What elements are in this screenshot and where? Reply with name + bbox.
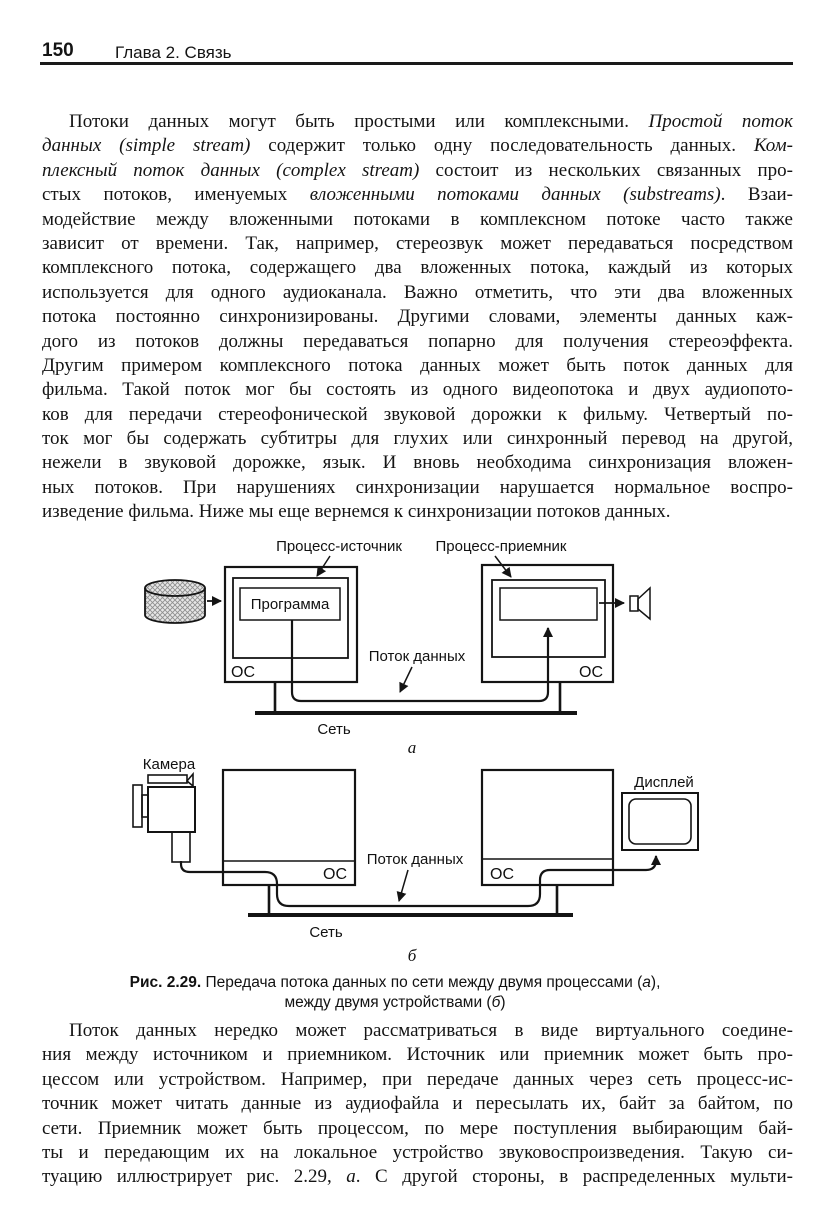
text-line: Поток данных нередко может рассматриваться в виде виртуального соедине- (69, 1020, 793, 1041)
camera-label: Камера (142, 756, 196, 773)
text-line: дого из потоков должны передаваться попарно для получения стереоэффекта. (42, 330, 793, 352)
diagram-a-sublabel: а (407, 738, 417, 757)
sink-process-callout-arrow (495, 556, 511, 577)
source-inner-box (233, 578, 348, 658)
header-rule (40, 62, 793, 65)
text-line: цессом или устройством. Например, при передаче данных через сеть процесс-ис- (42, 1068, 793, 1090)
text-line: ния между источником и приемником. Источник или приемник может быть про- (42, 1044, 793, 1066)
source-process-label: Процесс-источник (276, 538, 402, 555)
network-label-b: Сеть (309, 924, 343, 941)
text-line: нежели в звуковой дорожке, язык. И вновь необходима синхронизация вложен- (42, 452, 793, 474)
text-line: ков для передачи стереофонической звуковой дорожки к фильму. Четвертый по- (42, 403, 793, 425)
text-line: данных (simple stream) содержит только одну последовательность данных. Ком- (42, 135, 794, 157)
text-line: ных потоков. При нарушениях синхронизации нарушается нормальное воспро- (42, 476, 793, 498)
text-line: комплексного потока, содержащего два вложенных потока, каждый из которых (42, 257, 793, 279)
speaker-icon (630, 588, 650, 619)
disk-cylinder-icon (145, 580, 205, 623)
text-line: модействие между вложенными потоками в комплексном потоке часто также (42, 208, 793, 230)
data-stream-label-a: Поток данных (368, 648, 466, 665)
sink-process-box (500, 588, 597, 620)
diagram-b-sublabel: б (407, 946, 417, 965)
data-stream-callout-arrow-b (399, 870, 408, 901)
os-label-a-left: ОС (231, 664, 255, 681)
camera-icon (133, 774, 195, 862)
display-icon (622, 793, 698, 850)
figure-caption-line-2: между двумя устройствами (б) (284, 993, 506, 1011)
text-line: Потоки данных могут быть простыми или комплексными. Простой поток (69, 111, 794, 132)
os-label-a-right: ОС (579, 664, 603, 681)
data-stream-label-b: Поток данных (366, 851, 464, 868)
text-line: изведение фильма. Ниже мы еще вернемся к синхронизации потоков данных. (42, 501, 671, 523)
figure-caption-line-1: Рис. 2.29. Передача потока данных по сети между двумя процессами (а), (129, 974, 661, 991)
text-line: используется для одного аудиоканала. Важно отметить, что эти два вложенных (42, 281, 793, 303)
figure-2-29 (0, 532, 833, 972)
text-line: ты и передающим их на локальное устройство звуковоспроизведения. Такую си- (42, 1141, 793, 1163)
sink-process-label: Процесс-приемник (435, 538, 567, 555)
text-line: ток мог бы содержать субтитры для глухих или синхронный перевод на другой, (42, 428, 793, 450)
text-line: сети. Приемник может быть процессом, по мере поступления выбирающим бай- (42, 1117, 793, 1139)
diagram-b (133, 756, 698, 965)
paragraph-1 (42, 110, 793, 525)
paragraph-2 (42, 1019, 793, 1190)
chapter-title: Глава 2. Связь (115, 43, 232, 62)
data-stream-callout-arrow-a (400, 667, 412, 692)
network-label-a: Сеть (317, 721, 351, 738)
os-label-b-right: ОС (490, 866, 514, 883)
text-line: точник может читать данные из аудиофайла и пересылать их, байт за байтом, по (42, 1093, 793, 1115)
text-line: потока постоянно синхронизированы. Другими словами, элементы данных каж- (42, 306, 793, 328)
text-line: туацию иллюстрирует рис. 2.29, а. С другой стороны, в распределенных мульти- (42, 1166, 793, 1188)
text-line: плексный поток данных (complex stream) состоит из нескольких связанных про- (42, 159, 793, 181)
figure-caption (10, 973, 780, 1012)
text-line: фильма. Такой поток мог бы состоять из одного видеопотока и двух аудиопото- (42, 379, 793, 401)
page-number: 150 (42, 40, 74, 61)
display-label: Дисплей (634, 774, 694, 791)
os-label-b-left: ОС (323, 866, 347, 883)
text-line: стых потоков, именуемых вложенными потоками данных (substreams). Взаи- (42, 184, 794, 206)
program-label: Программа (250, 596, 330, 613)
text-line: Другим примером комплексного потока данных может быть поток данных для (42, 354, 793, 376)
diagram-a (145, 538, 650, 757)
text-line: зависит от времени. Так, например, стереозвук может передаваться посредством (42, 232, 793, 254)
